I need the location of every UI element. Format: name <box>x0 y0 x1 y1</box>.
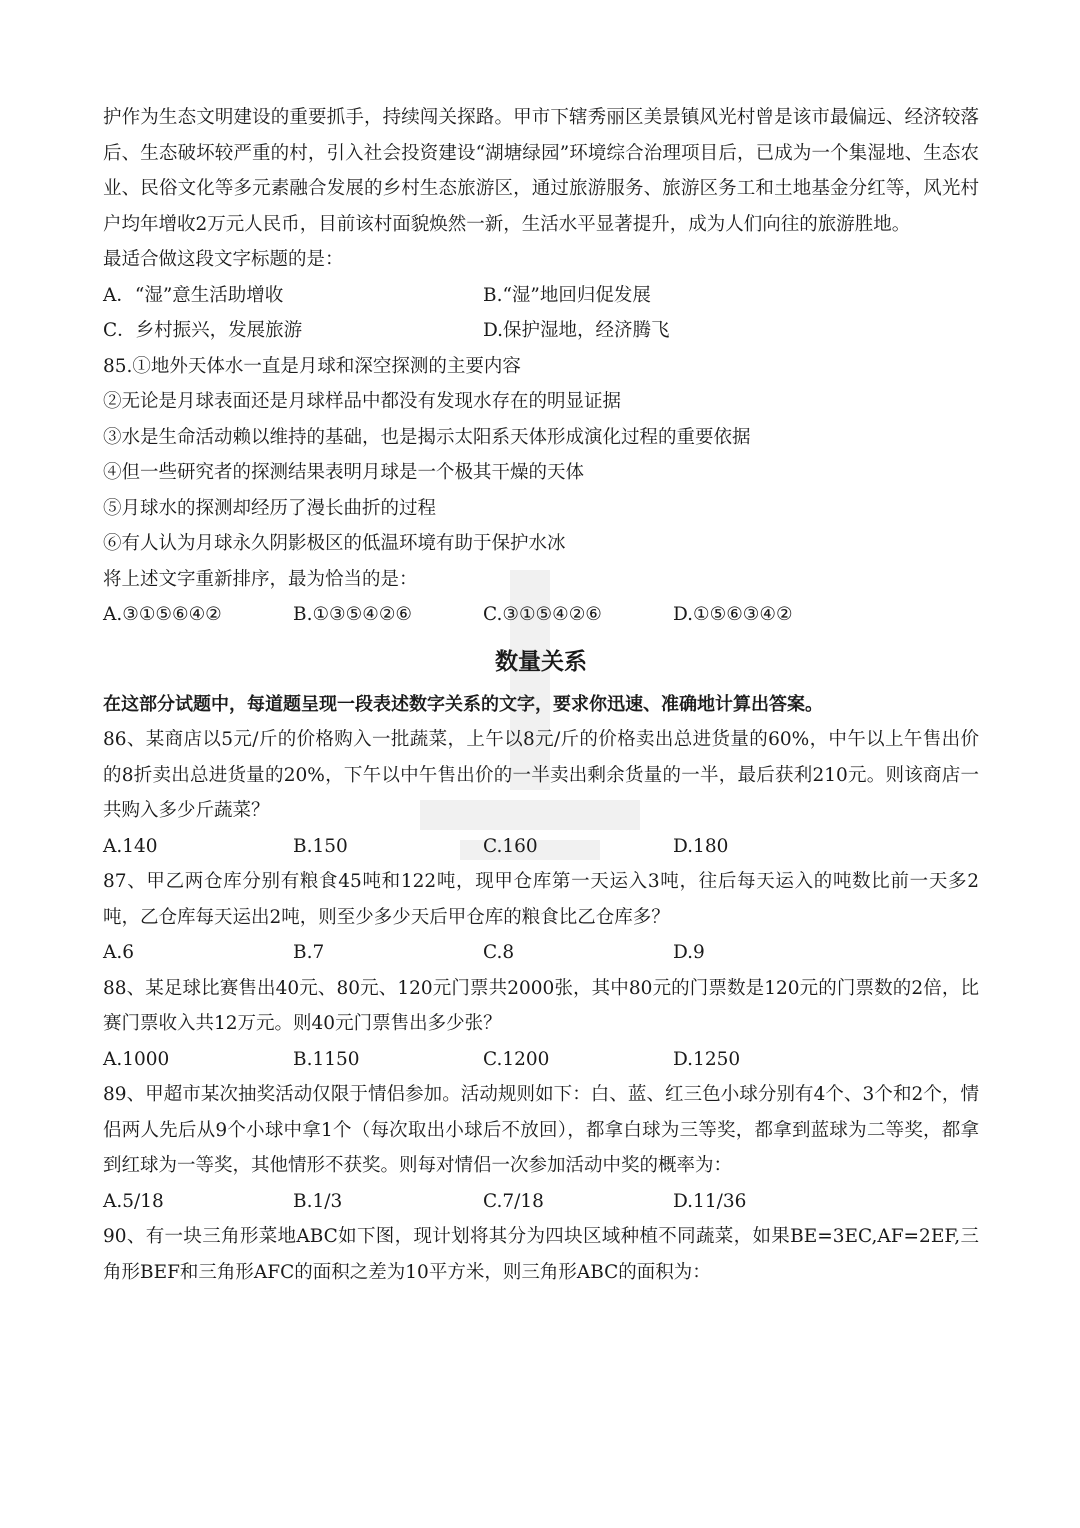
question-85-options <box>103 597 979 633</box>
passage-84-text: 护作为生态文明建设的重要抓手，持续闯关探路。甲市下辖秀丽区美景镇风光村曾是该市最偏远、经济较落后、生态破坏较严重的村，引入社会投资建设“湖塘绿园”环境综合治理项目后，已成为一个集湿地、生态农业、民俗文化等多元素融合发展的乡村生态旅游区，通过旅游服务、旅游区务工和土地基金分红等，风光村户均年增收2万元人民币，目前该村面貌焕然一新，生活水平显著提升，成为人们向往的旅游胜地。 <box>103 107 979 235</box>
section-title: 数量关系 <box>495 648 587 675</box>
option-87-a: A.6 <box>103 942 135 963</box>
question-86-options <box>103 829 979 865</box>
option-85-a: A.③①⑤⑥④② <box>103 604 222 625</box>
option-87-c: C.8 <box>483 942 515 963</box>
question-89-options <box>103 1184 979 1220</box>
option-84-b: B.“湿”地回归促发展 <box>483 284 651 306</box>
q85-sentence-5: ⑤月球水的探测却经历了漫长曲折的过程 <box>103 497 437 519</box>
option-86-a: A.140 <box>103 835 158 857</box>
question-84-options-row-1 <box>103 278 979 314</box>
option-85-c: C.③①⑤④②⑥ <box>483 604 602 625</box>
option-88-d: D.1250 <box>673 1048 741 1070</box>
question-87-options <box>103 935 979 971</box>
option-86-b: B.150 <box>293 835 348 857</box>
option-89-a: A.5/18 <box>103 1190 164 1212</box>
question-90-text: 90、有一块三角形菜地ABC如下图，现计划将其分为四块区域种植不同蔬菜，如果BE=3EC,AF=2EF,三角形BEF和三角形AFC的面积之差为10平方米，则三角形ABC的面积为： <box>103 1226 979 1283</box>
question-88-text: 88、某足球比赛售出40元、80元、120元门票共2000张，其中80元的门票数是120元的门票数的2倍，比赛门票收入共12万元。则40元门票售出多少张？ <box>103 977 979 1034</box>
question-85-stem: 将上述文字重新排序，最为恰当的是： <box>103 568 418 590</box>
option-88-b: B.1150 <box>293 1048 360 1070</box>
option-84-d: D.保护湿地，经济腾飞 <box>483 320 670 341</box>
q85-sentence-6: ⑥有人认为月球永久阴影极区的低温环境有助于保护水冰 <box>103 533 566 554</box>
option-87-b: B.7 <box>293 942 325 963</box>
question-84-options-row-2 <box>103 313 979 349</box>
option-88-a: A.1000 <box>103 1048 170 1070</box>
question-87-text: 87、甲乙两仓库分别有粮食45吨和122吨，现甲仓库第一天运入3吨，往后每天运入的吨数比前一天多2吨，乙仓库每天运出2吨，则至少多少天后甲仓库的粮食比乙仓库多？ <box>103 871 979 928</box>
option-85-b: B.①③⑤④②⑥ <box>293 604 412 625</box>
exam-content <box>103 100 979 1290</box>
q85-sentence-2: ②无论是月球表面还是月球样品中都没有发现水存在的明显证据 <box>103 391 622 412</box>
option-86-d: D.180 <box>673 835 729 857</box>
option-84-c: C．乡村振兴，发展旅游 <box>103 320 303 341</box>
question-84-stem: 最适合做这段文字标题的是： <box>103 249 344 270</box>
q85-sentence-3: ③水是生命活动赖以维持的基础，也是揭示太阳系天体形成演化过程的重要依据 <box>103 426 751 448</box>
option-84-a: A．“湿”意生活助增收 <box>103 284 284 306</box>
option-89-d: D.11/36 <box>673 1190 747 1212</box>
question-89-text: 89、甲超市某次抽奖活动仅限于情侣参加。活动规则如下：白、蓝、红三色小球分别有4个、3个和2个，情侣两人先后从9个小球中拿1个（每次取出小球后不放回），都拿白球为三等奖，都拿到蓝球为二等奖，都拿到红球为一等奖，其他情形不获奖。则每对情侣一次参加活动中奖的概率为： <box>103 1084 979 1176</box>
section-instruction: 在这部分试题中，每道题呈现一段表述数字关系的文字，要求你迅速、准确地计算出答案。 <box>103 693 823 715</box>
option-86-c: C.160 <box>483 835 538 857</box>
q85-sentence-4: ④但一些研究者的探测结果表明月球是一个极其干燥的天体 <box>103 462 585 483</box>
option-85-d: D.①⑤⑥③④② <box>673 604 793 625</box>
option-88-c: C.1200 <box>483 1048 550 1070</box>
question-88-options <box>103 1042 979 1078</box>
option-87-d: D.9 <box>673 942 705 963</box>
option-89-b: B.1/3 <box>293 1190 343 1212</box>
option-89-c: C.7/18 <box>483 1190 544 1212</box>
question-86-text: 86、某商店以5元/斤的价格购入一批蔬菜，上午以8元/斤的价格卖出总进货量的60%，中午以上午售出价的8折卖出总进货量的20%，下午以中午售出价的一半卖出剩余货量的一半，最后获利210元。则该商店一共购入多少斤蔬菜？ <box>103 729 979 821</box>
q85-sentence-1: 85.①地外天体水一直是月球和深空探测的主要内容 <box>103 355 521 377</box>
